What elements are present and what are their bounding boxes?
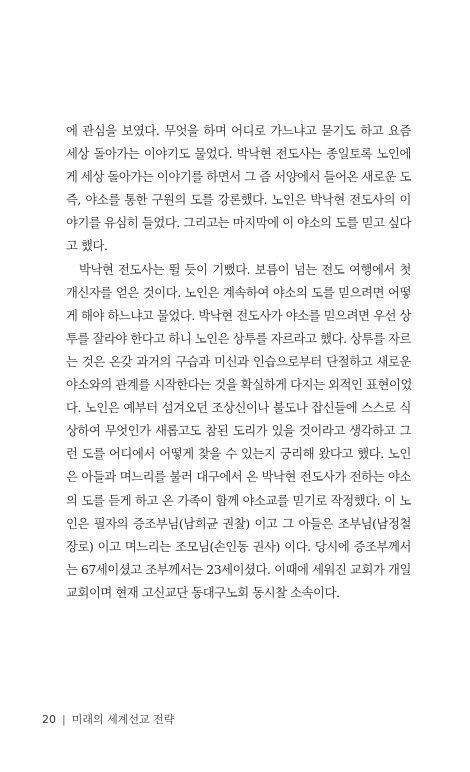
text-line: 런 도를 어디에서 어떻게 찾을 수 있는지 궁리해 왔다고 했다. 노인 xyxy=(66,447,411,462)
text-line: 야소와의 관계를 시작한다는 것을 확실하게 다지는 외적인 표현이었 xyxy=(66,378,412,393)
text-line: 는 것은 온갖 과거의 구습과 미신과 인습으로부터 단절하고 새로운 xyxy=(66,354,411,369)
text-line: 고 했다. xyxy=(66,239,108,254)
page-footer xyxy=(42,711,174,727)
text-line: 인은 필자의 증조부님(남희균 권찰) 이고 그 아들은 조부님(남정철 xyxy=(66,516,411,531)
text-line: 의 도를 듣게 하고 온 가족이 함께 야소교를 믿기로 작정했다. 이 노 xyxy=(66,493,411,508)
text-line: 게 해야 하느냐고 물었다. 박낙현 전도사가 야소를 믿으려면 우선 상 xyxy=(66,308,412,323)
text-line: 개신자를 얻은 것이다. 노인은 계속하여 야소의 도를 믿으려면 어떻 xyxy=(66,285,411,300)
text-line: 투를 잘라야 한다고 하니 노인은 상투를 자르라고 했다. 상투를 자르 xyxy=(66,331,412,346)
text-line: 교회이며 현재 고신교단 동대구노회 동시찰 소속이다. xyxy=(66,585,340,600)
text-line: 는 67세이셨고 조부께서는 23세이셨다. 이때에 세워진 교회가 개일 xyxy=(66,562,411,577)
page-number: 20 xyxy=(42,713,56,726)
text-line: 박낙현 전도사는 뛸 듯이 기뻤다. 보름이 넘는 전도 여행에서 첫 xyxy=(79,262,411,277)
text-line: 에 관심을 보였다. 무엇을 하며 어디로 가느냐고 묻기도 하고 요즘 xyxy=(66,124,411,138)
body-text xyxy=(66,120,411,605)
text-line: 상하여 무엇인가 새롭고도 참된 도리가 있을 것이라고 생각하고 그 xyxy=(66,424,411,439)
text-line: 세상 돌아가는 이야기도 물었다. 박낙현 전도사는 종일토록 노인에 xyxy=(66,147,411,162)
footer-separator: | xyxy=(62,713,66,726)
text-line: 다. 노인은 예부터 섬겨오던 조상신이나 불도나 잡신들에 스스로 식 xyxy=(66,401,411,416)
book-title: 미래의 세계선교 전략 xyxy=(71,713,175,726)
text-line: 장로) 이고 며느리는 조모님(손인동 권사) 이다. 당시에 증조부께서 xyxy=(66,539,411,554)
text-line: 야기를 유심히 들었다. 그리고는 마지막에 이 야소의 도를 믿고 싶다 xyxy=(66,216,412,231)
text-line: 즉, 야소를 통한 구원의 도를 강론했다. 노인은 박낙현 전도사의 이 xyxy=(66,193,411,208)
text-line: 은 아들과 며느리를 불러 대구에서 온 박낙현 전도사가 전하는 야소 xyxy=(66,470,411,485)
text-line: 게 세상 돌아가는 이야기를 하면서 그 즘 서양에서 들어온 새로운 도 xyxy=(66,170,412,185)
